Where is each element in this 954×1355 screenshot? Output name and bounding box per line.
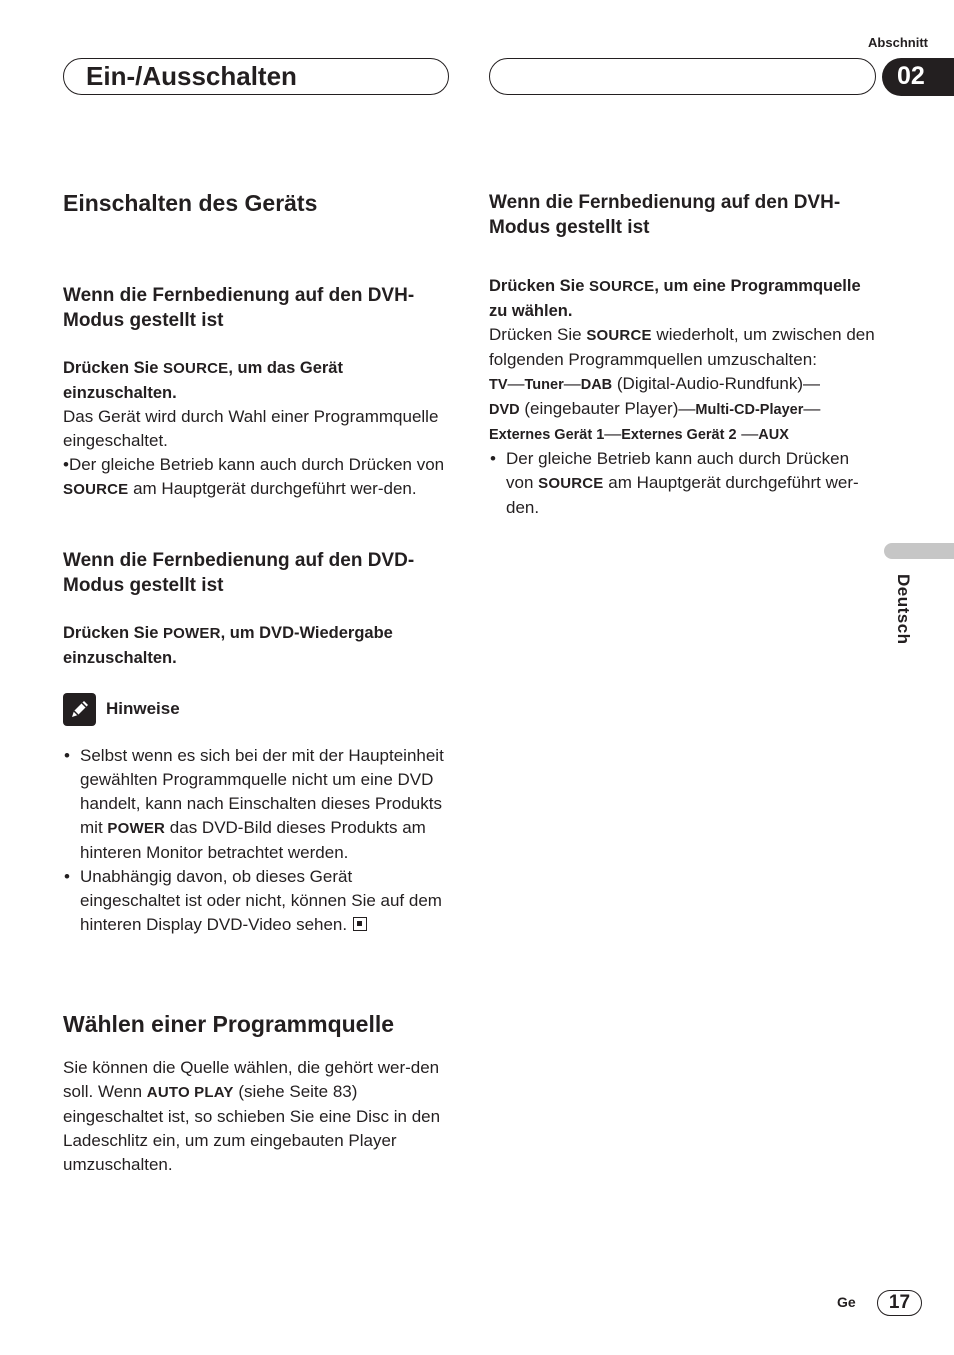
bullet-item: • Der gleiche Betrieb kann auch durch Drücken von SOURCE am Hauptgerät durchgeführt wer-den. <box>489 447 879 520</box>
section-number-tab <box>882 58 954 96</box>
heading-dvd-mode: Wenn die Fernbedienung auf den DVD-Modus gestellt ist <box>63 550 415 596</box>
text-dvh: Das Gerät wird durch Wahl einer Programmquelle eingeschaltet. <box>63 407 439 450</box>
right-column <box>489 190 879 520</box>
page-number: 17 <box>877 1290 922 1316</box>
language-code: Ge <box>837 1294 856 1310</box>
note-item: • Unabhängig davon, ob dieses Gerät eingeschaltet ist oder nicht, können Sie auf dem hinteren Display DVD-Video sehen. <box>63 865 453 937</box>
text-waehlen: Sie können die Quelle wählen, die gehört wer-den soll. Wenn AUTO PLAY (siehe Seite 83) eingeschaltet ist, so schieben Sie eine Disc in den Ladeschlitz ein, um zum eingebauten Player umzuschalten. <box>63 1058 441 1174</box>
section-number: 02 <box>897 62 925 90</box>
instruction-dvh: Drücken Sie SOURCE, um das Gerät einzuschalten. <box>63 359 343 402</box>
note-item: • Selbst wenn es sich bei der mit der Haupteinheit gewählten Programmquelle nicht um eine DVD handelt, kann nach Einschalten dieses Produkts mit POWER das DVD-Bild dieses Produkts am hinteren Monitor betrachtet werden. <box>63 744 453 865</box>
heading-waehlen: Wählen einer Programmquelle <box>63 1011 395 1037</box>
pencil-note-icon <box>63 693 96 726</box>
heading-einschalten: Einschalten des Geräts <box>63 190 318 216</box>
section-label: Abschnitt <box>868 35 928 50</box>
instruction-source: Drücken Sie SOURCE, um eine Programmquelle zu wählen. <box>489 277 861 320</box>
chapter-title: Ein-/Ausschalten <box>86 61 297 91</box>
language-label: Deutsch <box>894 574 913 645</box>
source-sequence: TV—Tuner—DAB (Digital-Audio-Rundfunk)— DVD (eingebauter Player)—Multi-CD-Player— Externes Gerät 1—Externes Gerät 2 —AUX <box>489 374 821 443</box>
bullet-list-right <box>489 447 879 520</box>
text-source: Drücken Sie SOURCE wiederholt, um zwischen den folgenden Programmquellen umzuschalten: <box>489 325 875 369</box>
bullet-dvh: •Der gleiche Betrieb kann auch durch Drücken von SOURCE am Hauptgerät durchgeführt wer-den. <box>63 455 445 498</box>
heading-dvh-mode: Wenn die Fernbedienung auf den DVH-Modus gestellt ist <box>63 285 415 331</box>
notes-header <box>63 692 453 726</box>
chapter-title-box <box>63 58 449 95</box>
left-column <box>63 188 453 1177</box>
notes-list <box>63 744 453 937</box>
instruction-dvd: Drücken Sie POWER, um DVD-Wiedergabe einzuschalten. <box>63 624 393 667</box>
end-mark-icon <box>353 917 367 931</box>
header-empty-box <box>489 58 876 95</box>
notes-title: Hinweise <box>106 699 180 718</box>
heading-dvh-mode-right: Wenn die Fernbedienung auf den DVH-Modus gestellt ist <box>489 192 841 238</box>
language-tab <box>884 543 954 559</box>
